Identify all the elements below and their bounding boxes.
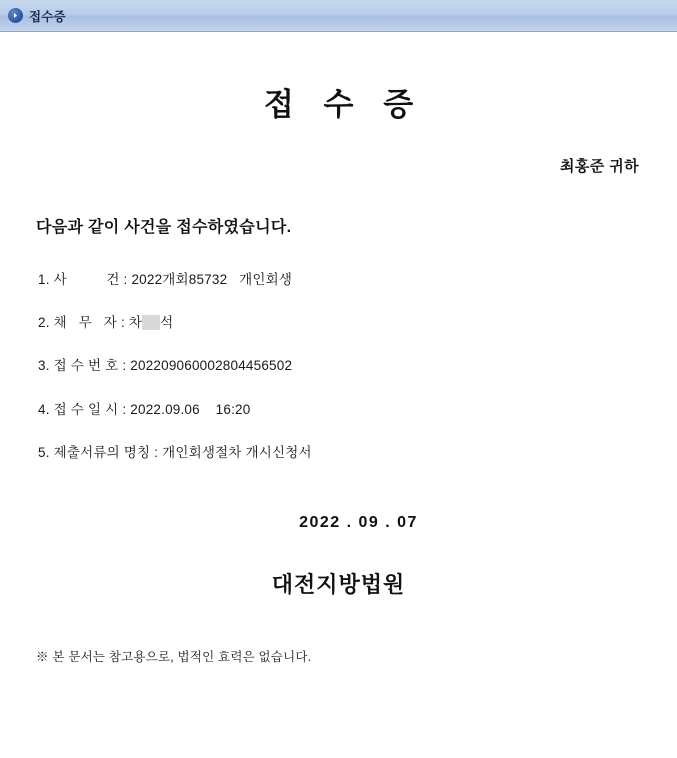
receipt-document [0,79,677,665]
item-debtor-value-before: 차 [128,315,143,331]
list-item [38,314,641,332]
list-item [38,357,641,375]
detail-list [38,271,641,462]
list-item [38,444,641,462]
redaction-block [142,315,160,330]
item-doc-name-label: 5. 제출서류의 명칭 : [38,444,163,460]
item-case-label: 1. 사 건 : [38,272,132,287]
item-receipt-time-value: 2022.09.06 16:20 [130,401,251,417]
recipient-label: 최홍준 귀하 [559,158,639,175]
item-receipt-no-value: 202209060002804456502 [130,358,293,374]
document-title: 접 수 증 [263,87,425,122]
list-item [38,401,641,419]
window-title-label: 접수증 [29,9,66,24]
court-name: 대전지방법원 [271,572,406,598]
item-case-value: 2022개회85732 개인회생 [131,272,293,287]
item-debtor-label: 2. 채 무 자 : [38,315,129,331]
window-title-bar [0,0,677,32]
lead-sentence: 다음과 같이 사건을 접수하였습니다. [36,219,292,236]
item-doc-name-value: 개인회생절차 개시신청서 [162,444,312,460]
disclaimer-note: ※ 본 문서는 참고용으로, 법적인 효력은 없습니다. [36,650,312,665]
item-receipt-time-label: 4. 접 수 일 시 : [38,401,131,417]
item-debtor-value-after: 석 [160,315,174,331]
arrow-circle-icon [8,8,23,23]
item-receipt-no-label: 3. 접 수 번 호 : [38,358,131,374]
list-item [38,271,641,289]
issue-date: 2022 . 09 . 07 [299,514,418,532]
